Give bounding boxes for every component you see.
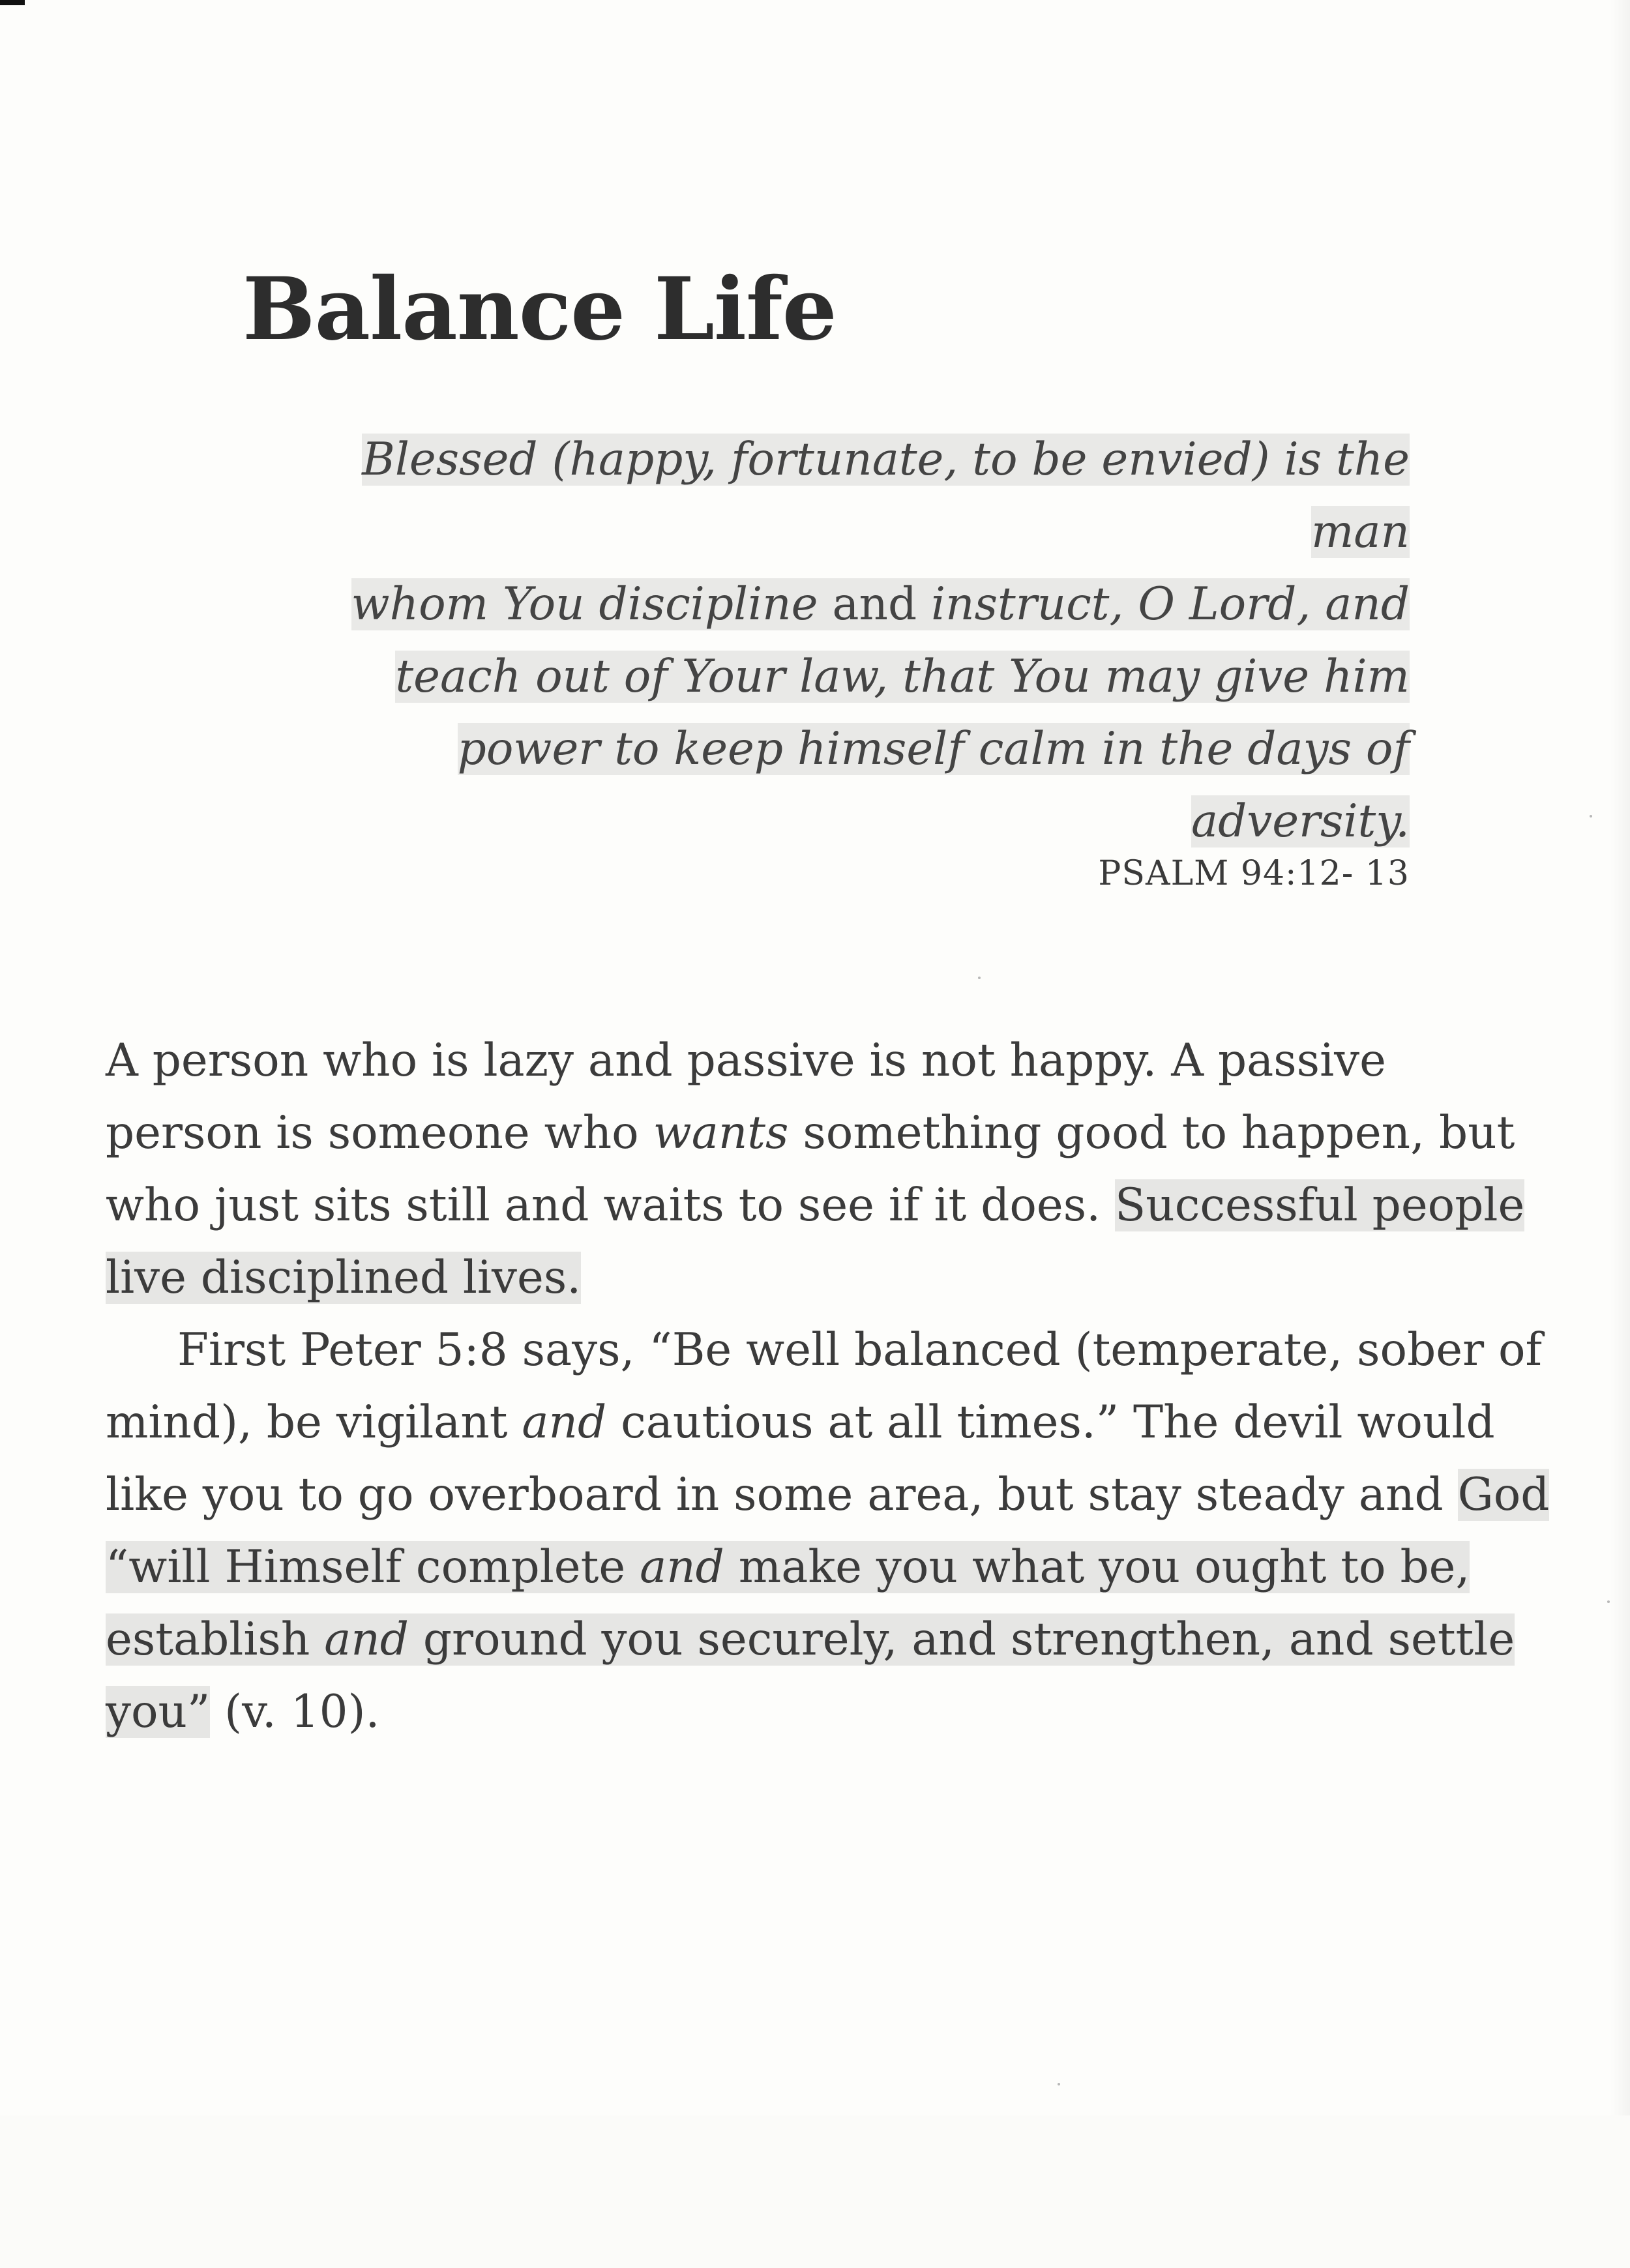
p2-l4-highlight (106, 1541, 1470, 1593)
p1-l2-emphasis: wants (653, 1107, 789, 1159)
scan-speck (1590, 815, 1592, 817)
paragraph-1-line-3 (106, 1170, 1560, 1242)
epigraph-line-3-text: teach out of Your law, that You may give him (395, 651, 1410, 703)
epigraph-line-4-text: power to keep himself calm in the days of (457, 723, 1410, 775)
p2-l5-highlight (106, 1613, 1515, 1666)
p2-l5-text-b: ground you securely, and strengthen, and settle (408, 1613, 1515, 1666)
epigraph-line-1-text: Blessed (happy, fortunate, to be envied) is the man (362, 434, 1410, 558)
epigraph-line-5-text: adversity. (1191, 795, 1410, 847)
scripture-reference: PSALM 94:12- 13 (1098, 854, 1410, 893)
p2-l6-text-b: (v. 10). (210, 1686, 380, 1738)
p1-l4-highlight: live disciplined lives. (106, 1252, 582, 1304)
p2-l5-text-a: establish (106, 1613, 325, 1666)
epigraph-line-2-text-b: instruct, O Lord, and (917, 578, 1410, 630)
page-edge (1610, 0, 1630, 2115)
paragraph-1-line-1: A person who is lazy and passive is not happy. A passive (106, 1035, 1386, 1087)
paragraph-2-line-6 (106, 1676, 1560, 1748)
epigraph-line-4 (458, 723, 1410, 775)
page-title: Balance Life (243, 259, 837, 360)
p2-l3-highlight: God (1457, 1469, 1550, 1521)
p2-l5-emphasis: and (324, 1613, 409, 1666)
scan-speck (1058, 2083, 1060, 2085)
epigraph-line-5 (1191, 795, 1410, 847)
p2-l3-text-a: like you to go overboard in some area, but stay steady and (106, 1469, 1458, 1521)
p1-l2-text-b: something good to happen, but (788, 1107, 1515, 1159)
epigraph-line-2-roman-and: and (832, 578, 917, 630)
p2-l2-emphasis: and (522, 1396, 607, 1449)
paragraph-2-line-3 (106, 1459, 1560, 1531)
body-text (106, 1025, 1560, 1748)
paragraph-1-line-4 (106, 1242, 1560, 1314)
p2-l6-highlight: you” (106, 1686, 211, 1738)
paragraph-2-line-5 (106, 1604, 1560, 1676)
p2-l4-text-b: make you what you ought to be, (724, 1541, 1470, 1593)
epigraph-line-1 (362, 434, 1410, 558)
paragraph-2-line-1: First Peter 5:8 says, “Be well balanced (temperate, sober of (177, 1324, 1543, 1376)
p1-l3-text-a: who just sits still and waits to see if it does. (106, 1179, 1116, 1231)
p2-l4-text-a: “will Himself complete (106, 1541, 640, 1593)
epigraph-line-2-text-a: whom You discipline (351, 578, 833, 630)
p2-l2-text-b: cautious at all times.” The devil would (606, 1396, 1495, 1449)
p2-l2-text-a: mind), be vigilant (106, 1396, 522, 1449)
scan-corner-mark (0, 0, 25, 5)
paragraph-1 (106, 1025, 1560, 1314)
p2-l4-emphasis: and (640, 1541, 724, 1593)
paragraph-2 (106, 1314, 1560, 1748)
p1-l2-text-a: person is someone who (106, 1107, 653, 1159)
epigraph-line-3 (395, 651, 1410, 703)
epigraph-quote (261, 424, 1410, 858)
p1-l3-highlight: Successful people (1115, 1179, 1525, 1231)
epigraph-line-2 (351, 578, 1410, 630)
paragraph-2-line-4 (106, 1531, 1560, 1604)
paragraph-2-line-2 (106, 1387, 1560, 1459)
paragraph-1-line-2 (106, 1097, 1560, 1170)
scan-speck (978, 977, 981, 979)
scan-speck (1607, 1600, 1610, 1603)
